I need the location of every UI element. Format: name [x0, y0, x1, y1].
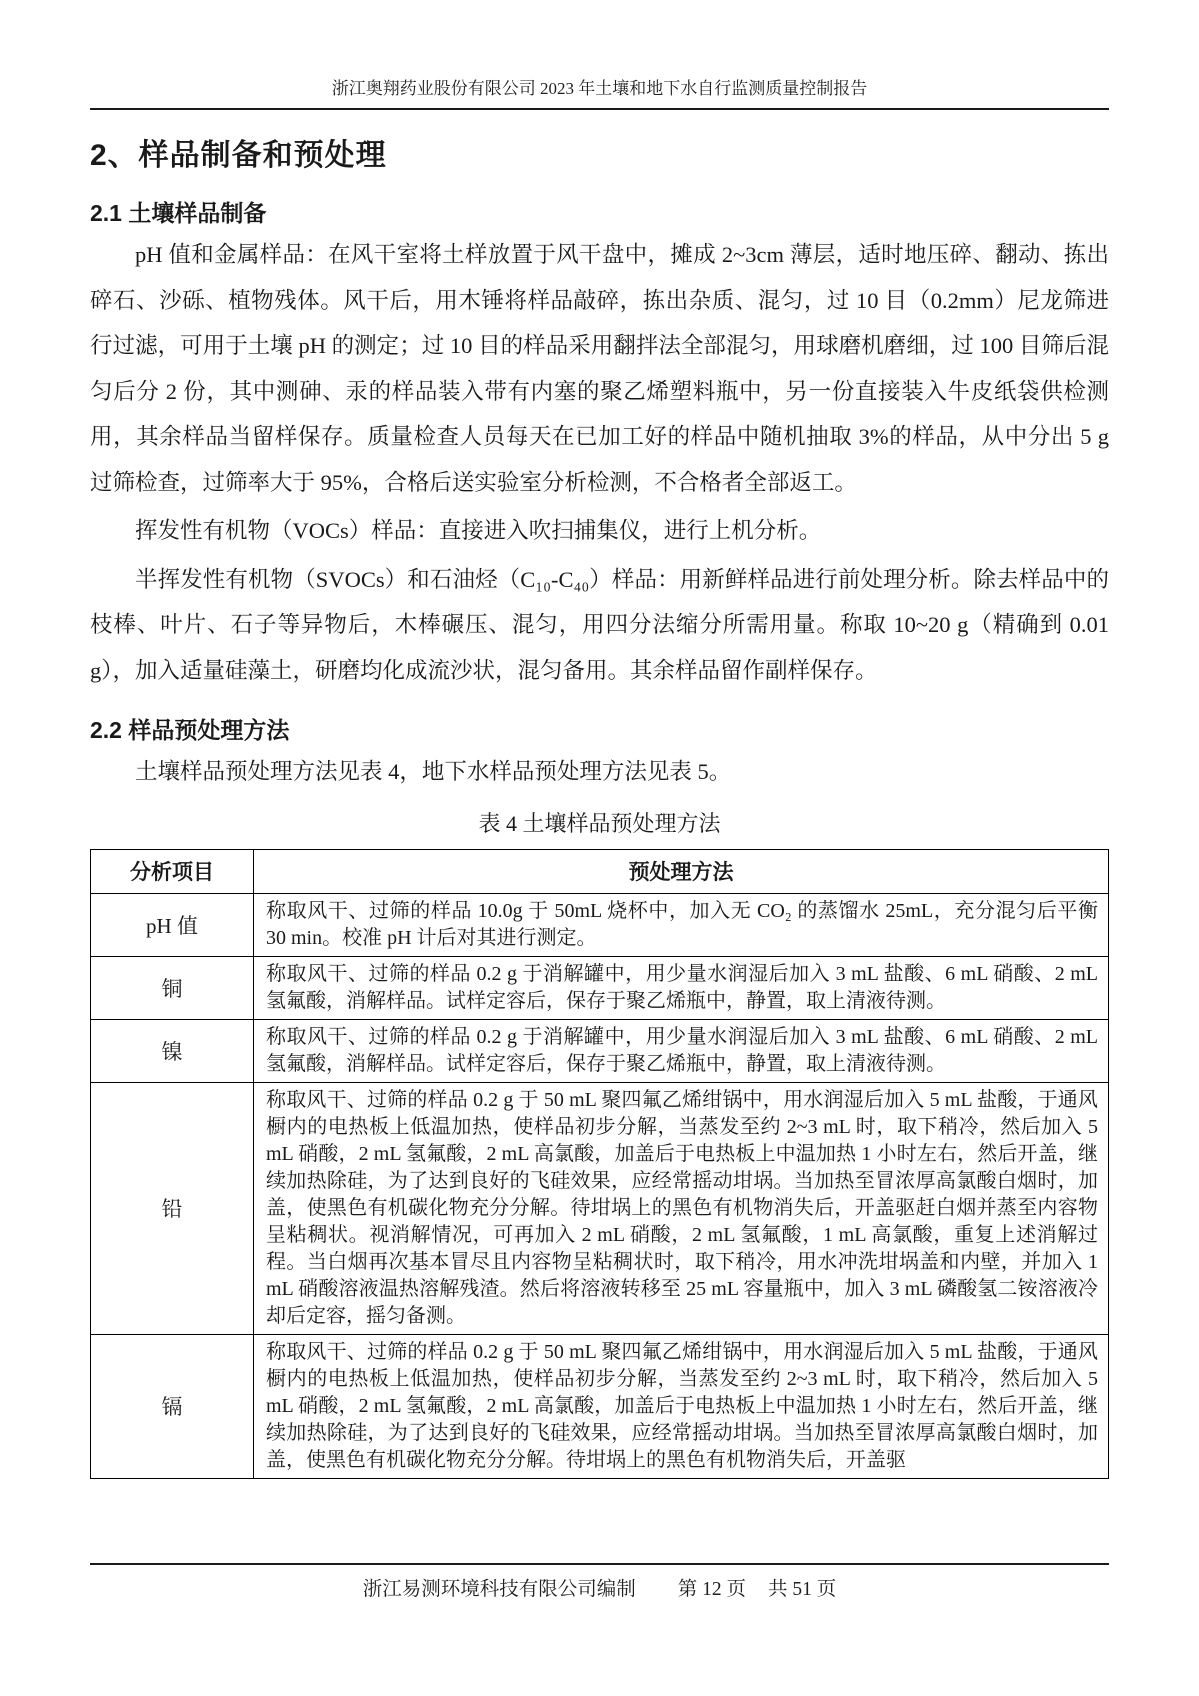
soil-pretreatment-table	[90, 849, 1109, 1479]
paragraph-vocs-sample: 挥发性有机物（VOCs）样品：直接进入吹扫捕集仪，进行上机分析。	[135, 518, 822, 543]
table-row	[91, 893, 1109, 956]
column-header-analysis-item: 分析项目	[91, 849, 254, 893]
paragraph-table-reference: 土壤样品预处理方法见表 4，地下水样品预处理方法见表 5。	[135, 759, 732, 784]
table-header-row	[91, 849, 1109, 893]
paragraph-svocs-sample: 半挥发性有机物（SVOCs）和石油烃（C₁₀-C₄₀）样品：用新鲜样品进行前处理分析。除去样品中的枝棒、叶片、石子等异物后，木棒碾压、混匀，用四分法缩分所需用量。称取 10~20 g（精确到 0.01 g），加入适量硅藻土，研磨均化成流沙状，混匀备用。其余样品留作副样保存。	[90, 566, 1109, 683]
table-row	[91, 1019, 1109, 1082]
analysis-item-ph: pH 值	[91, 893, 254, 956]
chapter-heading: 2、样品制备和预处理	[90, 139, 387, 172]
header-title: 浙江奥翔药业股份有限公司 2023 年土壤和地下水自行监测质量控制报告	[331, 79, 868, 98]
column-header-pretreatment-method: 预处理方法	[254, 849, 1109, 893]
analysis-item-nickel: 镍	[91, 1019, 254, 1082]
table-row	[91, 1082, 1109, 1334]
table-row	[91, 1334, 1109, 1478]
section-heading-2-1: 2.1 土壤样品制备	[90, 200, 267, 226]
table-row	[91, 956, 1109, 1019]
section-heading-2-2: 2.2 样品预处理方法	[90, 717, 290, 743]
method-ph: 称取风干、过筛的样品 10.0g 于 50mL 烧杯中，加入无 CO₂ 的蒸馏水 25mL，充分混匀后平衡 30 min。校准 pH 计后对其进行测定。	[254, 893, 1109, 956]
paragraph-soil-sample-prep: pH 值和金属样品：在风干室将土样放置于风干盘中，摊成 2~3cm 薄层，适时地压碎、翻动、拣出碎石、沙砾、植物残体。风干后，用木锤将样品敲碎，拣出杂质、混匀，过 10 目（0.2mm）尼龙筛进行过滤，可用于土壤 pH 的测定；过 10 目的样品采用翻拌法全部混匀，用球磨机磨细，过 100 目筛后混匀后分 2 份，其中测砷、汞的样品装入带有内塞的聚乙烯塑料瓶中，另一份直接装入牛皮纸袋供检测用，其余样品当留样保存。质量检查人员每天在已加工好的样品中随机抽取 3%的样品，从中分出 5 g 过筛检查，过筛率大于 95%，合格后送实验室分析检测，不合格者全部返工。	[90, 242, 1109, 495]
footer-page-number: 第 12 页	[677, 1579, 746, 1600]
method-nickel: 称取风干、过筛的样品 0.2 g 于消解罐中，用少量水润湿后加入 3 mL 盐酸、6 mL 硝酸、2 mL 氢氟酸，消解样品。试样定容后，保存于聚乙烯瓶中，静置，取上清液待测。	[254, 1019, 1109, 1082]
table-caption: 表 4 土壤样品预处理方法	[478, 810, 721, 836]
analysis-item-lead: 铅	[91, 1082, 254, 1334]
footer-page-total: 共 51 页	[768, 1579, 837, 1600]
analysis-item-cadmium: 镉	[91, 1334, 254, 1478]
footer-publisher: 浙江易测环境科技有限公司编制	[362, 1579, 636, 1600]
method-cadmium: 称取风干、过筛的样品 0.2 g 于 50 mL 聚四氟乙烯绀锅中，用水润湿后加入 5 mL 盐酸，于通风橱内的电热板上低温加热，使样品初步分解，当蒸发至约 2~3 mL 时，取下稍冷，然后加入 5 mL 硝酸，2 mL 氢氟酸，2 mL 高氯酸，加盖后于电热板上中温加热 1 小时左右，然后开盖，继续加热除硅，为了达到良好的飞硅效果，应经常摇动坩埚。当加热至冒浓厚高氯酸白烟时，加盖，使黑色有机碳化物充分分解。待坩埚上的黑色有机物消失后，开盖驱	[254, 1334, 1109, 1478]
analysis-item-copper: 铜	[91, 956, 254, 1019]
page-footer	[90, 1563, 1109, 1696]
method-lead: 称取风干、过筛的样品 0.2 g 于 50 mL 聚四氟乙烯绀锅中，用水润湿后加入 5 mL 盐酸，于通风橱内的电热板上低温加热，使样品初步分解，当蒸发至约 2~3 mL 时，取下稍冷，然后加入 5 mL 硝酸，2 mL 氢氟酸，2 mL 高氯酸，加盖后于电热板上中温加热 1 小时左右，然后开盖，继续加热除硅，为了达到良好的飞硅效果，应经常摇动坩埚。当加热至冒浓厚高氯酸白烟时，加盖，使黑色有机碳化物充分分解。待坩埚上的黑色有机物消失后，开盖驱赶白烟并蒸至内容物呈粘稠状。视消解情况，可再加入 2 mL 硝酸，2 mL 氢氟酸，1 mL 高氯酸，重复上述消解过程。当白烟再次基本冒尽且内容物呈粘稠状时，取下稍冷，用水冲洗坩埚盖和内壁，并加入 1 mL 硝酸溶液温热溶解残渣。然后将溶液转移至 25 mL 容量瓶中，加入 3 mL 磷酸氢二铵溶液冷却后定容，摇匀备测。	[254, 1082, 1109, 1334]
method-copper: 称取风干、过筛的样品 0.2 g 于消解罐中，用少量水润湿后加入 3 mL 盐酸、6 mL 硝酸、2 mL 氢氟酸，消解样品。试样定容后，保存于聚乙烯瓶中，静置，取上清液待测。	[254, 956, 1109, 1019]
page-header	[90, 78, 1109, 110]
